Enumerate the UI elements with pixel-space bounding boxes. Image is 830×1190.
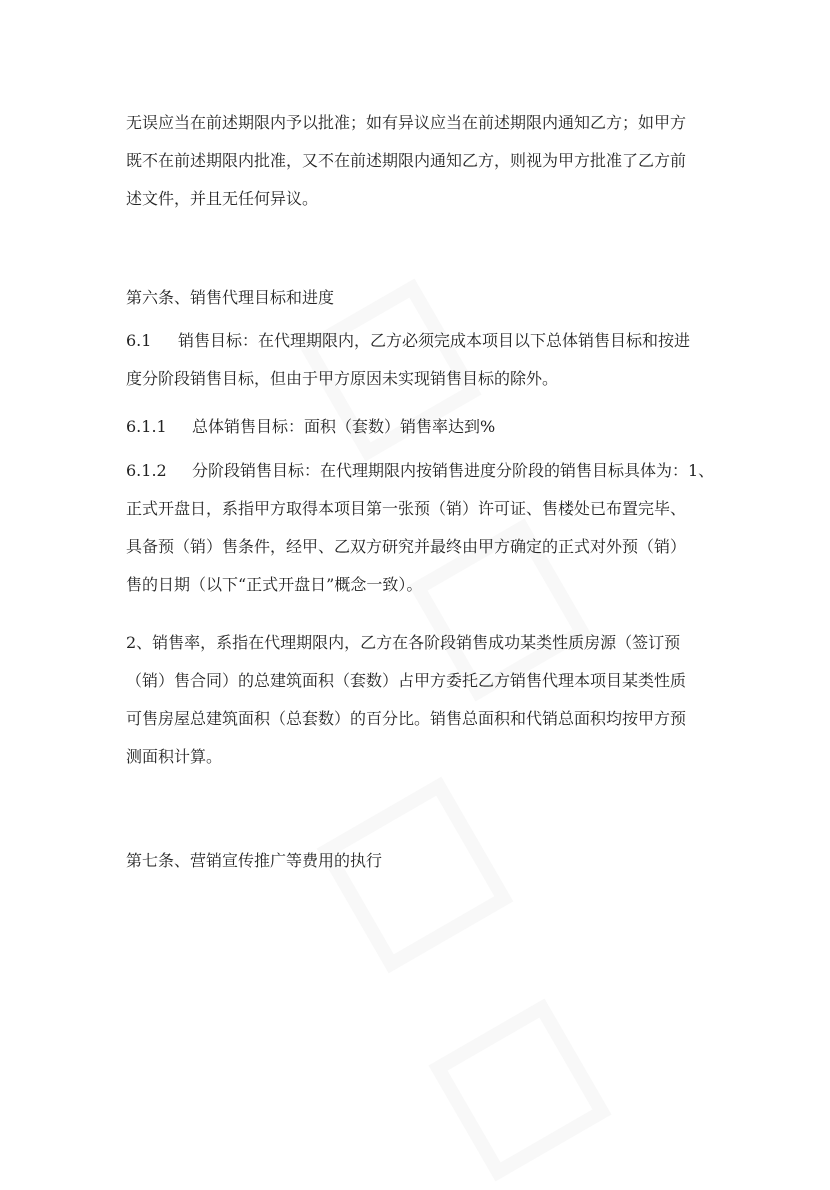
item-2-paragraph — [126, 624, 716, 776]
section-number: 6.1.1 — [126, 417, 167, 436]
section-line — [126, 322, 716, 360]
section-number: 6.1 — [126, 331, 152, 350]
intro-line: 述文件，并且无任何异议。 — [126, 189, 319, 208]
section-6-1-1 — [126, 408, 716, 446]
section-line — [126, 408, 716, 446]
section-line: 售的日期（以下“正式开盘日”概念一致）。 — [126, 575, 423, 594]
intro-line: 既不在前述期限内批准，又不在前述期限内通知乙方，则视为甲方批准了乙方前 — [126, 151, 687, 170]
item-line: （销）售合同）的总建筑面积（套数）占甲方委托乙方销售代理本项目某类性质 — [126, 671, 687, 690]
section-text: 分阶段销售目标：在代理期限内按销售进度分阶段的销售目标具体为：1、 — [192, 461, 715, 480]
article7-heading: 第七条、营销宣传推广等费用的执行 — [126, 851, 383, 870]
item-line: 2、销售率，系指在代理期限内，乙方在各阶段销售成功某类性质房源（签订预 — [126, 633, 681, 652]
section-text: 总体销售目标：面积（套数）销售率达到% — [192, 417, 496, 436]
section-line — [126, 452, 716, 490]
section-6-1 — [126, 322, 716, 398]
section-line: 度分阶段销售目标，但由于甲方原因未实现销售目标的除外。 — [126, 369, 559, 388]
intro-paragraph — [126, 104, 716, 218]
section-6-1-2 — [126, 452, 716, 604]
section-line: 正式开盘日，系指甲方取得本项目第一张预（销）许可证、售楼处已布置完毕、 — [126, 499, 687, 518]
section-line: 具备预（销）售条件，经甲、乙双方研究并最终由甲方确定的正式对外预（销） — [126, 537, 687, 556]
item-line: 可售房屋总建筑面积（总套数）的百分比。销售总面积和代销总面积均按甲方预 — [126, 709, 687, 728]
section-text: 销售目标：在代理期限内，乙方必须完成本项目以下总体销售目标和按进 — [178, 331, 691, 350]
item-line: 测面积计算。 — [126, 747, 223, 766]
intro-line: 无误应当在前述期限内予以批准；如有异议应当在前述期限内通知乙方；如甲方 — [126, 113, 687, 132]
section-number: 6.1.2 — [126, 461, 167, 480]
article6-heading: 第六条、销售代理目标和进度 — [126, 288, 335, 307]
